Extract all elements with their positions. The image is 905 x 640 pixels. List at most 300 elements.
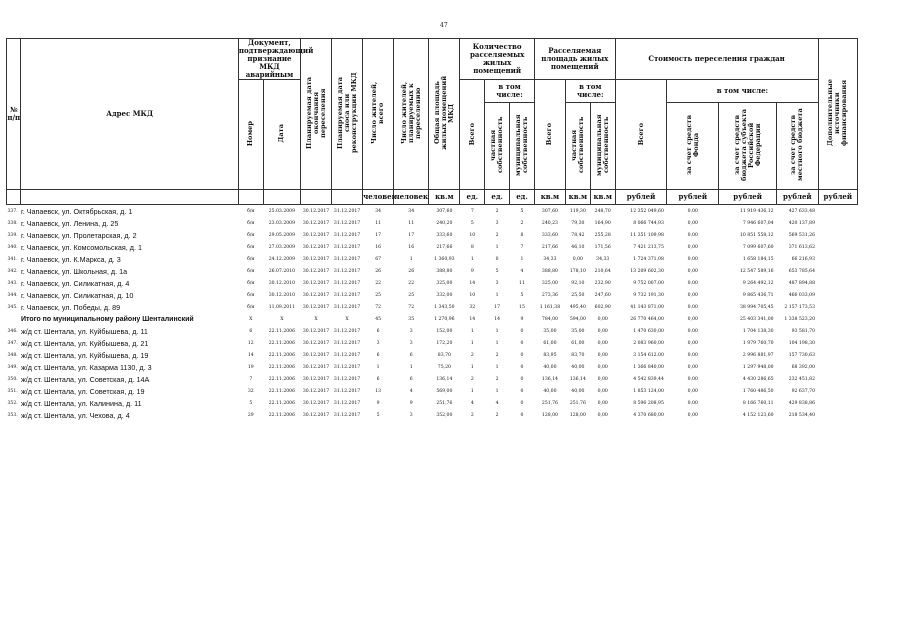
cell: 35,00 [571,328,585,334]
cell: 251,76 [541,400,558,406]
col-qty-incl-header: в том числе: [485,80,535,103]
cell: 4 [409,388,413,394]
cell: 8 [520,232,524,238]
cell: 31.12.2017 [333,280,361,286]
cell: 0 [520,388,524,394]
cell: 1 [470,256,474,262]
cell: 0,00 [597,400,608,406]
rows-shentala [7,325,858,421]
cell: 7 [520,244,524,250]
cell: 5 [470,220,474,226]
cell: 10 851 558,12 [740,232,774,238]
row-number-cell: 341. [7,256,18,262]
cell: 4 [470,400,474,406]
cell: 10 [469,292,476,298]
cell: 9 865 436,71 [742,292,774,298]
cell: 68 392,00 [791,364,816,370]
unit-cell: кв.м [429,190,460,205]
cell: 31.12.2017 [333,220,361,226]
rows-chapaevsk [7,205,858,314]
cell: 466 033,09 [788,292,816,298]
cell: 29.05.2009 [268,232,296,238]
cell: 0,00 [687,304,698,310]
cell: 25 [408,292,415,298]
cell: 30.12.2017 [302,388,330,394]
cell: 1 [470,364,474,370]
cell: 0,00 [687,244,698,250]
cell: 1 [520,256,524,262]
cell: 653 785,64 [788,268,816,274]
address-cell: ж/д ст. Шентала, ул. Куйбышева, д. 11 [20,326,148,336]
cell: 136,14 [436,376,453,382]
cell [818,385,857,397]
cell: 30.12.2017 [302,232,330,238]
unit-cell: рублей [719,190,777,205]
cell: 104 198,30 [788,340,816,346]
cell: 569,00 [436,388,453,394]
cell: 3 154 612,00 [633,352,664,358]
cell: 0,00 [687,256,698,262]
cell: 34 [375,208,382,214]
cell: 35,00 [543,328,557,334]
cell: 232 451,82 [788,376,816,382]
cell: 92 637,70 [791,388,816,394]
address-cell: г. Чапаевск, ул. Победы, д. 89 [20,302,121,312]
cell: 31.12.2017 [333,388,361,394]
cell: 0,00 [687,220,698,226]
cell: 32 [247,388,254,394]
unit-cell: кв.м [590,190,615,205]
cell: 2 [495,208,499,214]
col-residents-total-header: Число жителей, всего [370,82,386,145]
cell: 9 [470,268,474,274]
cell: 2 [470,376,474,382]
cell: 22.11.2006 [268,352,296,358]
cell: 31.12.2017 [333,268,361,274]
cell: 8 [470,244,474,250]
unit-cell: рублей [667,190,719,205]
address-cell: г. Чапаевск, ул. Школьная, д. 1а [20,266,128,276]
cell: 0,00 [597,364,608,370]
cell: 1 360,93 [434,256,455,262]
col-cost-incl-header: в том числе: [667,80,818,103]
cell: б/н [247,268,255,274]
cell: 26 [375,268,382,274]
unit-cell: кв.м [565,190,590,205]
cell: 30.12.2017 [302,328,330,334]
col-qty-header: Количество расселяемых жилых помещений [460,39,535,80]
unit-cell: рублей [818,190,857,205]
row-number-cell: 352. [7,400,18,406]
cell: 2 [520,220,524,226]
cell: 13 [375,388,382,394]
cell: 2 [470,412,474,418]
row-number-cell: 340. [7,244,18,250]
cell: 0 [495,256,499,262]
address-cell: г. Чапаевск, ул. Силикатная, д. 4 [20,278,130,288]
cell: 0 [520,340,524,346]
total-section [7,313,858,325]
col-residents-planned-header: Число жителей, планируемых к переселению [399,82,422,145]
table-row [7,385,858,397]
cell [818,217,857,229]
page-number: 47 [440,22,448,29]
cell: 5 [495,268,499,274]
cell: 31.12.2017 [333,304,361,310]
cell: 0,00 [687,292,698,298]
cell: 352,00 [436,412,453,418]
cell: 34 [408,208,415,214]
resettlement-table [6,38,858,421]
cell: 34,33 [596,256,610,262]
cell: 0 [520,412,524,418]
cell [818,373,857,385]
cell: 14 [494,316,501,322]
cell: 2 083 960,00 [633,340,664,346]
row-number-cell: 346. [7,328,18,334]
cell: 31.12.2017 [333,352,361,358]
address-cell: ж/д ст. Шентала, ул. Казарма 1130, д. 3 [20,362,152,372]
cell: 22.11.2006 [268,400,296,406]
cell: 1 724 371,08 [633,256,664,262]
cell: 25 403 341,00 [740,316,774,322]
cell: 8 066 744,93 [633,220,664,226]
cell: 1 343,50 [434,304,455,310]
cell: 1 470 630,00 [633,328,664,334]
cell: 1 [495,292,499,298]
cell: 16 [375,244,382,250]
cell [818,265,857,277]
cell [818,277,857,289]
unit-cell: ед. [460,190,485,205]
cell: 0 [520,364,524,370]
cell: X [345,316,349,322]
col-doc-date-header: Дата [277,124,286,143]
cell: 0,00 [687,208,698,214]
cell: 119,30 [569,208,586,214]
cell [818,253,857,265]
table-row [7,253,858,265]
cell: б/н [247,304,255,310]
col-cost-regional-header: за счет средств бюджета субъекта Российской Федерации [732,109,762,182]
cell: 15 [519,304,525,310]
cell: 66 216,93 [791,256,816,262]
cell: 0,00 [687,316,698,322]
unit-cell: рублей [615,190,667,205]
cell: 217,66 [541,244,558,250]
cell: 388,80 [541,268,558,274]
cell: 35 [408,316,415,322]
col-area-total-header: Общая площадь жилых помещений МКД [432,76,455,151]
address-cell: ж/д ст. Шентала, ул. Советская, д. 19 [20,386,145,396]
cell: 32 [469,304,476,310]
cell: 11 919 436,12 [740,208,774,214]
cell: 5 [520,292,524,298]
cell: 61,00 [543,340,557,346]
col-area-municipal-header: муниципальная собственность [594,114,610,177]
address-cell: г. Чапаевск, ул. Ленина, д. 25 [20,218,119,228]
cell: 40,00 [571,364,585,370]
cell: 83,95 [543,352,557,358]
cell: 1 979 760,70 [742,340,774,346]
cell: 30.12.2017 [302,304,330,310]
cell: 22 [408,280,415,286]
row-number-cell: 350. [7,376,18,382]
cell: 29 [247,412,254,418]
cell: 75,20 [437,364,451,370]
unit-cell: человек [363,190,394,205]
cell: 30.12.2017 [302,280,330,286]
cell: 12 547 589,16 [740,268,774,274]
cell: 38 994 705,45 [740,304,774,310]
cell: 2 [470,352,474,358]
row-number-cell: 349. [7,364,18,370]
cell: 9 [376,400,380,406]
table-row [7,349,858,361]
cell: 240,23 [541,220,558,226]
cell: 0 [520,352,524,358]
unit-cell: рублей [777,190,818,205]
col-area-incl-header: в том числе: [565,80,615,103]
row-number-cell: 351. [7,388,18,394]
cell: б/н [247,244,255,250]
cell: 4 [495,400,499,406]
cell [818,301,857,313]
cell: 40,00 [543,364,557,370]
cell: 31.12.2017 [333,376,361,382]
cell: 136,14 [569,376,586,382]
col-qty-total-header: Всего [467,122,476,145]
table-row [7,361,858,373]
cell: 388,80 [436,268,453,274]
address-cell: г. Чапаевск, ул. Силикатная, д. 10 [20,290,134,300]
cell: б/н [247,220,255,226]
row-number-cell: 339. [7,232,18,238]
table-row [7,373,858,385]
table-row [7,241,858,253]
cell: б/н [247,280,255,286]
cell: 26 770 464,00 [630,316,664,322]
address-cell: ж/д ст. Шентала, ул. Калинина, д. 11 [20,398,142,408]
cell: 6 [376,376,380,382]
cell: 9 752 007,00 [633,280,664,286]
cell: 6 [409,376,413,382]
cell: 11.09.2011 [268,304,296,310]
table-row [7,301,858,313]
cell: 11 [375,220,382,226]
cell: 6 [409,352,413,358]
cell: 30.12.2017 [302,400,330,406]
cell: 41 143 871,00 [630,304,664,310]
cell: X [314,316,318,322]
cell: 255,28 [594,232,611,238]
cell: 31.12.2017 [333,340,361,346]
cell: 1 [495,244,499,250]
cell: 5 [249,400,253,406]
cell: 13 209 602,30 [630,268,664,274]
row-number-cell: 338. [7,220,18,226]
cell: 4 370 680,00 [633,412,664,418]
cell: 12 [247,340,254,346]
cell: 569 531,26 [788,232,816,238]
cell: 22.11.2006 [268,364,296,370]
cell: 420 137,89 [788,220,816,226]
cell: 2 996 881,97 [742,352,774,358]
cell: 273,36 [541,292,558,298]
cell: 1 704 138,30 [742,328,774,334]
unit-cell: человек [394,190,429,205]
cell: 0,00 [597,316,608,322]
address-cell: г. Чапаевск, ул. Октябрьская, д. 1 [20,206,133,216]
cell: 1 [495,340,499,346]
cell: 1 853 124,00 [633,388,664,394]
cell: 16 [408,244,415,250]
cell: 61,00 [571,340,585,346]
cell: 83,70 [437,352,451,358]
cell: 30.12.2017 [302,364,330,370]
cell: 1 [470,340,474,346]
cell: 495,40 [569,304,586,310]
unit-cell: ед. [485,190,510,205]
address-cell: ж/д ст. Шентала, ул. Куйбышева, д. 19 [20,350,149,360]
col-num-header: № п/п [7,39,21,190]
cell [818,289,857,301]
cell: б/н [247,292,255,298]
cell: 0,00 [687,340,698,346]
row-number-cell: 343. [7,280,18,286]
cell: 5 [520,208,524,214]
cell [818,349,857,361]
cell: 218 534,40 [788,412,816,418]
cell: 30.12.2017 [302,292,330,298]
cell: 1 297 948,00 [742,364,774,370]
cell: 79,30 [571,220,585,226]
cell: 30.12.2017 [302,268,330,274]
cell: 0,00 [687,328,698,334]
cell: 1 658 184,15 [742,256,774,262]
cell: 1 [376,364,380,370]
cell: 1 161,38 [539,304,561,310]
cell: 30.12.2010 [268,280,296,286]
cell: X [249,316,253,322]
cell: 2 [495,412,499,418]
cell: 0,00 [597,412,608,418]
col-cost-header: Стоимость переселения граждан [615,39,818,80]
cell: 8 166 760,11 [742,400,774,406]
cell: 332,00 [436,292,453,298]
cell: 251,76 [569,400,586,406]
cell: 0,00 [597,328,608,334]
address-cell: г. Чапаевск, ул. К.Маркса, д. 3 [20,254,121,264]
cell: 0,00 [687,268,698,274]
cell: 30.12.2010 [268,292,296,298]
cell: 31.12.2017 [333,400,361,406]
cell: 31.12.2017 [333,328,361,334]
cell: 2 157 173,53 [784,304,816,310]
cell: 307,60 [541,208,558,214]
cell: 602,90 [594,304,611,310]
col-doc-number-header: Номер [246,121,255,147]
cell: 217,66 [436,244,453,250]
cell: 232,90 [594,280,611,286]
cell: 333,60 [436,232,453,238]
cell: 7 421 213,75 [633,244,664,250]
cell: 12 352 049,60 [630,208,664,214]
cell: 34,33 [543,256,557,262]
cell: 1 270,96 [434,316,455,322]
cell: 22.11.2006 [268,412,296,418]
cell: 45 [375,316,382,322]
cell: 9 [520,316,524,322]
cell: 8 596 208,95 [633,400,664,406]
cell: 6 [376,352,380,358]
cell: 7 [249,376,253,382]
cell: 371 613,62 [788,244,816,250]
cell: 31.12.2017 [333,232,361,238]
cell: 26 [408,268,415,274]
cell: 152,00 [436,328,453,334]
cell: 11 [408,220,415,226]
cell: 0 [520,400,524,406]
cell: 14 [469,316,476,322]
cell: 1 [495,364,499,370]
cell: 136,14 [541,376,558,382]
cell: 24.12.2009 [268,256,296,262]
cell: 784,00 [541,316,558,322]
cell: 248,70 [594,208,611,214]
col-qty-municipal-header: муниципальная собственность [514,114,529,177]
cell: 9 732 191,30 [633,292,664,298]
cell: 67 [375,256,382,262]
cell [818,361,857,373]
cell: 0,00 [687,280,698,286]
col-cost-total-header: Всего [636,122,645,145]
cell: 30.12.2017 [302,256,330,262]
cell: 0,00 [597,388,608,394]
cell: 2 [495,376,499,382]
cell: 17 [408,232,415,238]
cell: 26.07.2010 [268,268,296,274]
table-row [7,229,858,241]
col-extra-header: Дополнительные источники финансирования [826,79,849,147]
cell [818,205,857,218]
address-cell: г. Чапаевск, ул. Комсомольская, д. 1 [20,242,142,252]
unit-cell: ед. [510,190,535,205]
cell: 128,00 [569,412,586,418]
cell: 0,00 [572,256,583,262]
cell: 22.11.2006 [268,340,296,346]
cell: 30.12.2017 [302,220,330,226]
total-row [7,313,858,325]
cell: 14 [247,352,254,358]
row-number-cell: 347. [7,340,18,346]
address-cell: ж/д ст. Шентала, ул. Чехова, д. 4 [20,410,130,420]
units-row [7,190,858,205]
cell: X [280,316,284,322]
table-row [7,337,858,349]
cell: 128,00 [541,412,558,418]
cell [818,409,857,421]
cell: б/н [247,232,255,238]
cell: 40,00 [543,388,557,394]
cell: 31.12.2017 [333,412,361,418]
cell: 1 [470,388,474,394]
row-number-cell: 345. [7,304,18,310]
cell: 157 730,63 [788,352,816,358]
cell: 3 [409,328,413,334]
cell: 30.12.2017 [302,412,330,418]
cell: 429 838,86 [788,400,816,406]
